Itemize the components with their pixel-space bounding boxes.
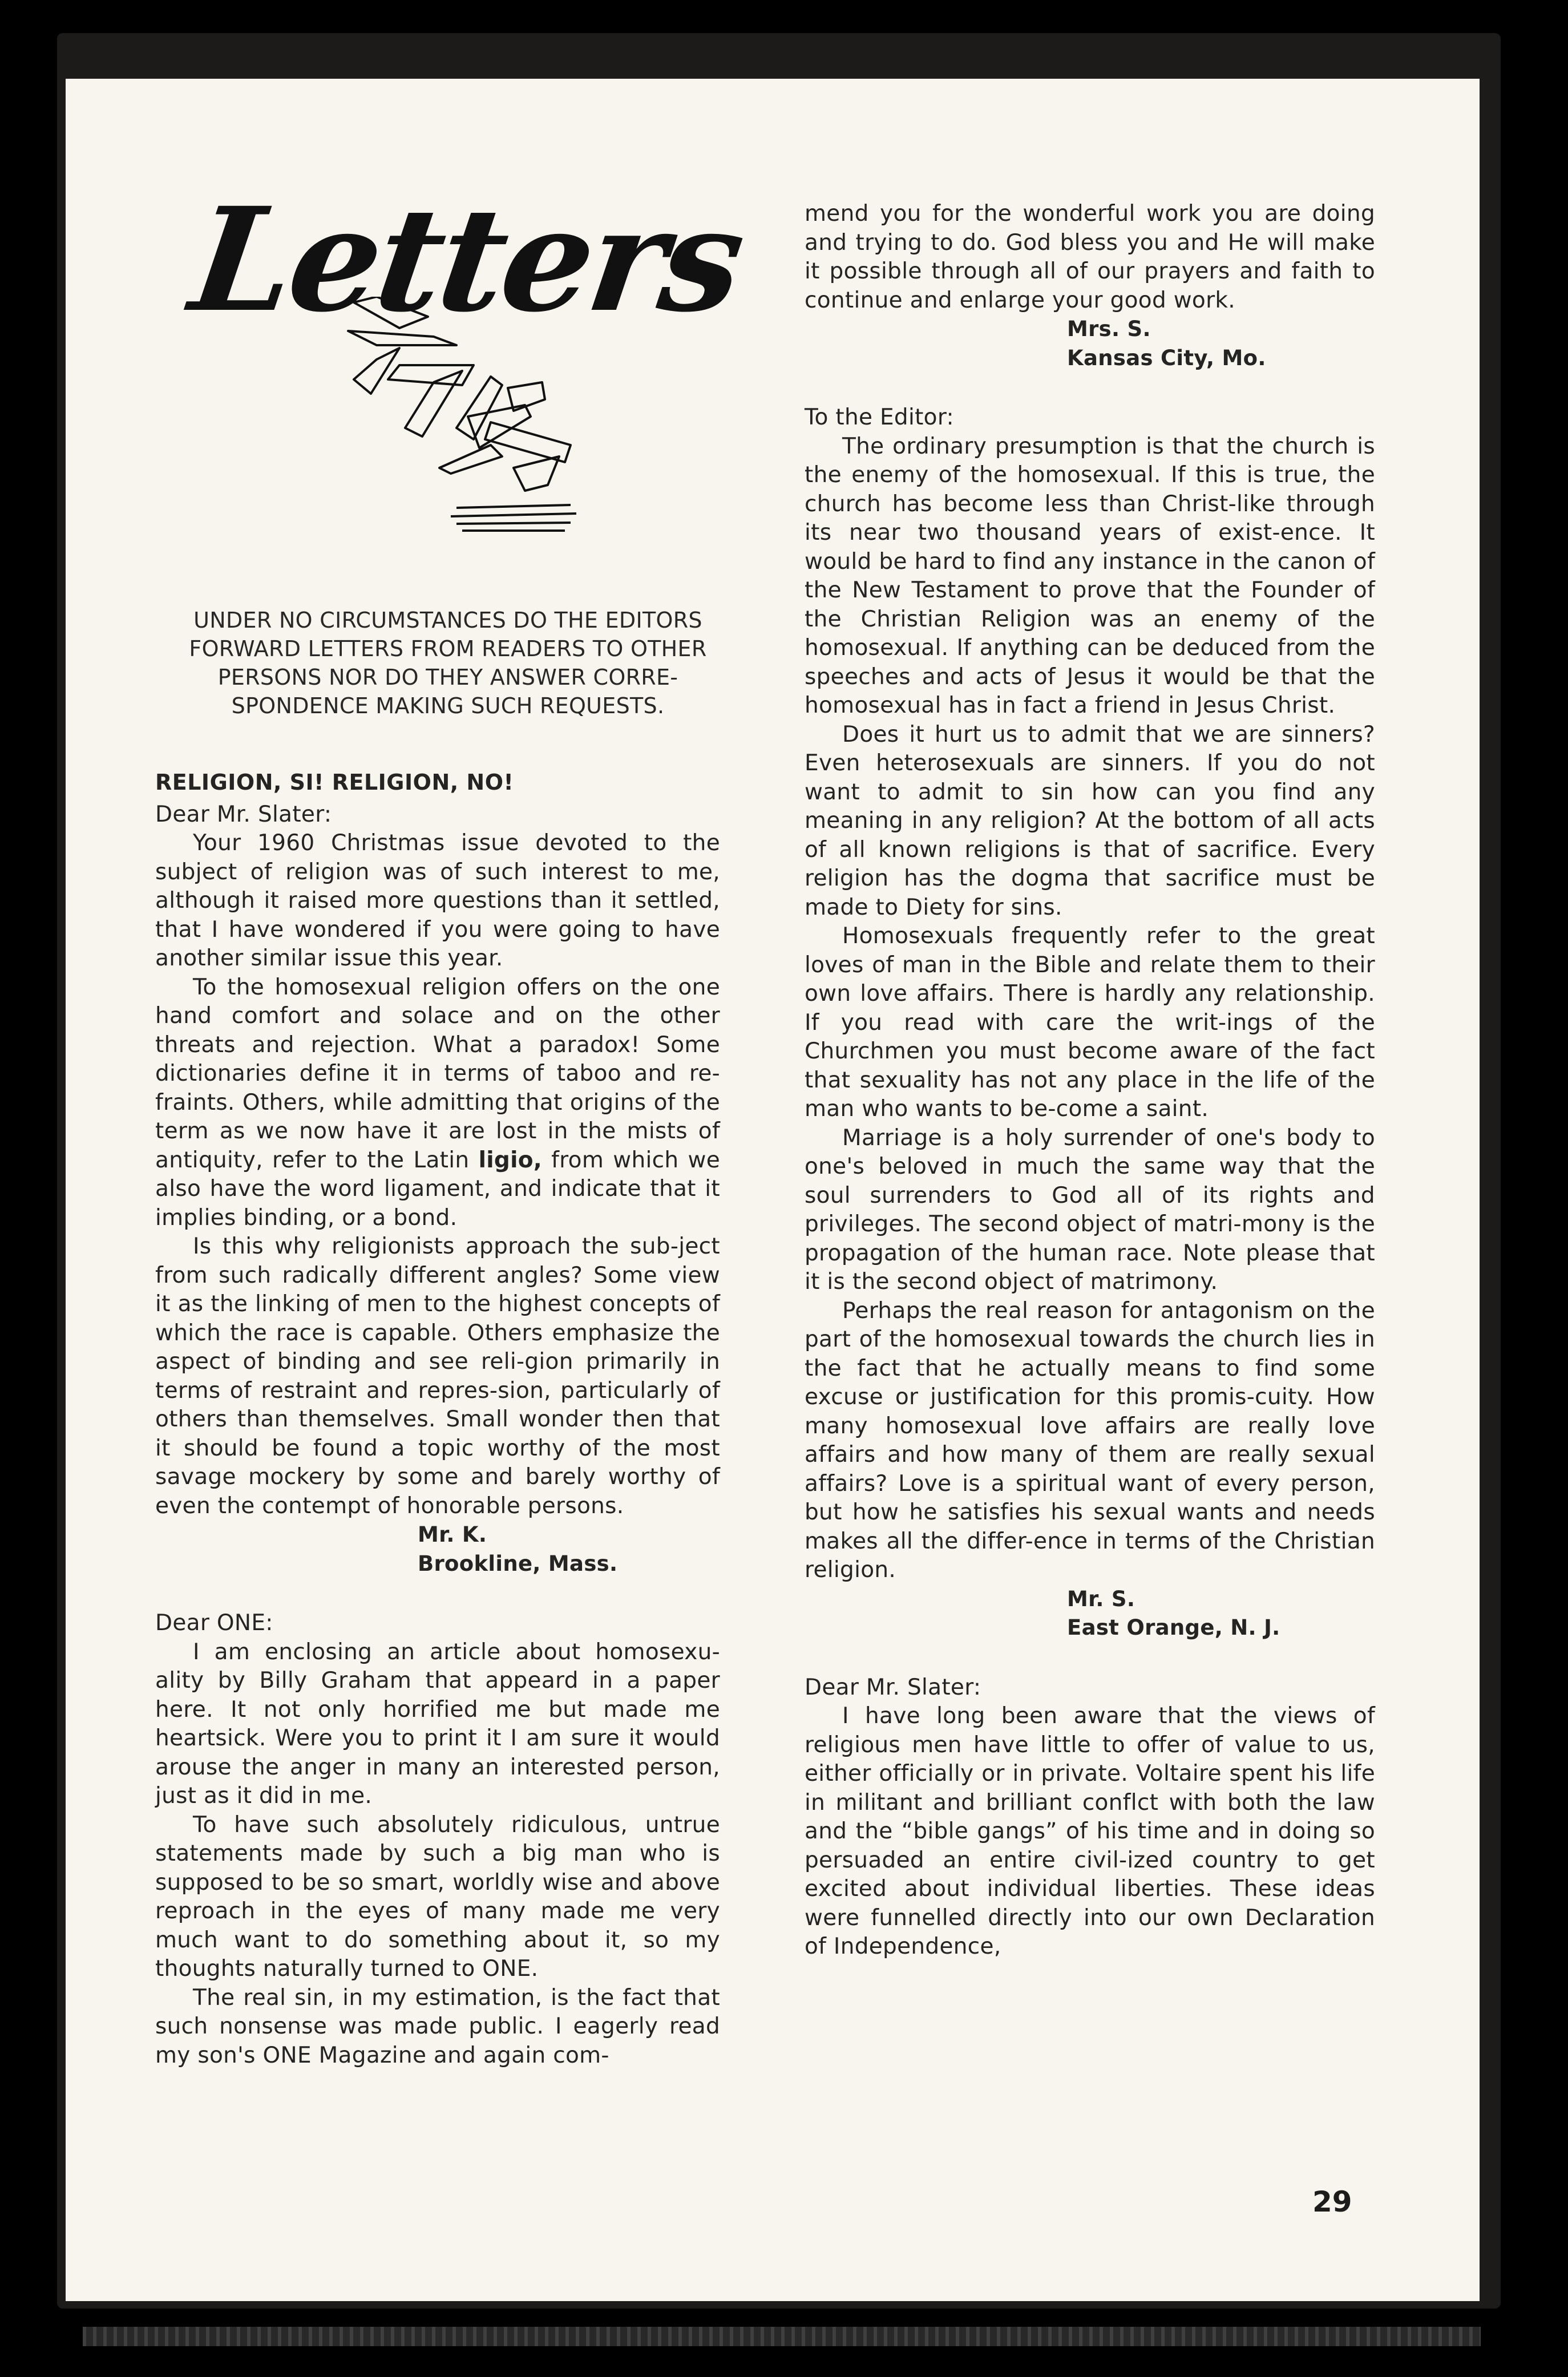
salutation: Dear ONE: <box>155 1610 273 1636</box>
editors-notice: UNDER NO CIRCUMSTANCES DO THE EDITORS FORWARD LETTERS FROM READERS TO OTHER PERSONS NOR DO THEY ANSWER CORRE-SPONDENCE MAKING SUCH REQUESTS. <box>189 608 707 718</box>
signature-name: Mr. K. <box>418 1522 487 1547</box>
falling-letters-icon <box>342 297 616 536</box>
letter-paragraph <box>155 973 720 1233</box>
paragraph-text: To the homosexual religion offers on the one hand comfort and solace and on the other threats and rejection. What a paradox! Some dictionaries define it in terms of taboo and re-fraints. Others, while admitting that origins of the term as we now have it are lost in the mists of antiquity, refer to the Latin <box>155 974 720 1173</box>
salutation: Dear Mr. Slater: <box>155 801 332 827</box>
latin-term: ligio, <box>478 1147 543 1173</box>
salutation: Dear Mr. Slater: <box>805 1674 981 1700</box>
letter-paragraph: To have such absolutely ridiculous, untrue statements made by such a big man who is supposed to be so smart, worldly wise and above reproach in the eyes of many made me very much want to do something about it, so my thoughts naturally turned to ONE. <box>155 1812 720 1982</box>
letter-paragraph: Your 1960 Christmas issue devoted to the subject of religion was of such interest to me, although it raised more questions than it settled, that I have wondered if you were going to have another similar issue this year. <box>155 830 720 971</box>
letter-paragraph: I am enclosing an article about homosexu-ality by Billy Graham that appeard in a paper here. It not only horrified me but made me heartsick. Were you to print it I am sure it would arouse the anger in many an interested person, just as it did in me. <box>155 1639 720 1809</box>
signature-location: East Orange, N. J. <box>1067 1615 1280 1640</box>
signature-name: Mr. S. <box>1067 1586 1135 1611</box>
scan-edge-strip <box>83 2327 1481 2346</box>
salutation: To the Editor: <box>805 405 954 430</box>
letter-paragraph: I have long been aware that the views of religious men have little to offer of value to us, either officially or in private. Voltaire spent his life in militant and brilliant conflct with both the law and the “bible gangs” of his time and in doing so persuaded an entire civil-ized country to get excited about individual liberties. These ideas were funnelled directly into our own Declaration of Independence, <box>805 1703 1375 1959</box>
letter-paragraph-continued: mend you for the wonderful work you are doing and trying to do. God bless you and He will make it possible through all of our prayers and faith to continue and enlarge your good work. <box>805 201 1375 313</box>
signature-location: Brookline, Mass. <box>418 1551 618 1576</box>
letter-paragraph: Marriage is a holy surrender of one's body to one's beloved in much the same way that the soul surrenders to God all of its rights and privileges. The second object of matri-mony is the propagation of the human race. Note please that it is the second object of matrimony. <box>805 1125 1375 1295</box>
letters-title: Letters <box>182 176 751 343</box>
letter-paragraph: Homosexuals frequently refer to the great loves of man in the Bible and relate them to their own love affairs. There is hardly any relationship. If you read with care the writ-ings of the Churchmen you must become aware of the fact that sexuality has not any place in the life of the man who wants to be-come a saint. <box>805 923 1375 1122</box>
signature-name: Mrs. S. <box>1067 317 1151 341</box>
letter-heading: RELIGION, SI! RELIGION, NO! <box>155 770 514 795</box>
letter-paragraph: The real sin, in my estimation, is the fact that such nonsense was made public. I eagerly read my son's ONE Magazine and again com- <box>155 1984 720 2068</box>
signature-location: Kansas City, Mo. <box>1067 345 1266 370</box>
paragraph-text: from which we also have the word ligament, and indicate that it implies binding, or a bond. <box>155 1147 720 1231</box>
letter-paragraph: Perhaps the real reason for antagonism on the part of the homosexual towards the church lies in the fact that he actually means to find some excuse or justification for this promis-cuity. How many homosexual love affairs are really love affairs and how many of them are really sexual affairs? Love is a spiritual want of every person, but how he satisfies his sexual wants and needs makes all the differ-ence in terms of the Christian religion. <box>805 1297 1375 1583</box>
right-column <box>805 200 1375 1962</box>
letter-paragraph: Does it hurt us to admit that we are sinners? Even heterosexuals are sinners. If you do not want to admit to sin how can you find any meaning in any religion? At the bottom of all acts of all known religions is that of sacrifice. Every religion has the dogma that sacrifice must be made to Diety for sins. <box>805 721 1375 920</box>
letter-paragraph: The ordinary presumption is that the church is the enemy of the homosexual. If this is true, the church has become less than Christ-like through its near two thousand years of exist-ence. It would be hard to find any instance in the canon of the New Testament to prove that the Founder of the Christian Religion was an enemy of the homosexual. If anything can be deduced from the speeches and acts of Jesus it would be that the homosexual has in fact a friend in Jesus Christ. <box>805 433 1375 718</box>
page-number: 29 <box>1312 2185 1352 2218</box>
letter-paragraph: Is this why religionists approach the sub-ject from such radically different angles? Some view it as the linking of men to the highest concepts of which the race is capable. Others emphasize the aspect of binding and see reli-gion primarily in terms of restraint and repres-sion, particularly of others than themselves. Small wonder then that it should be found a topic worthy of the most savage mockery by some and barely worthy of even the contempt of honorable persons. <box>155 1234 720 1519</box>
left-column <box>155 768 720 2070</box>
